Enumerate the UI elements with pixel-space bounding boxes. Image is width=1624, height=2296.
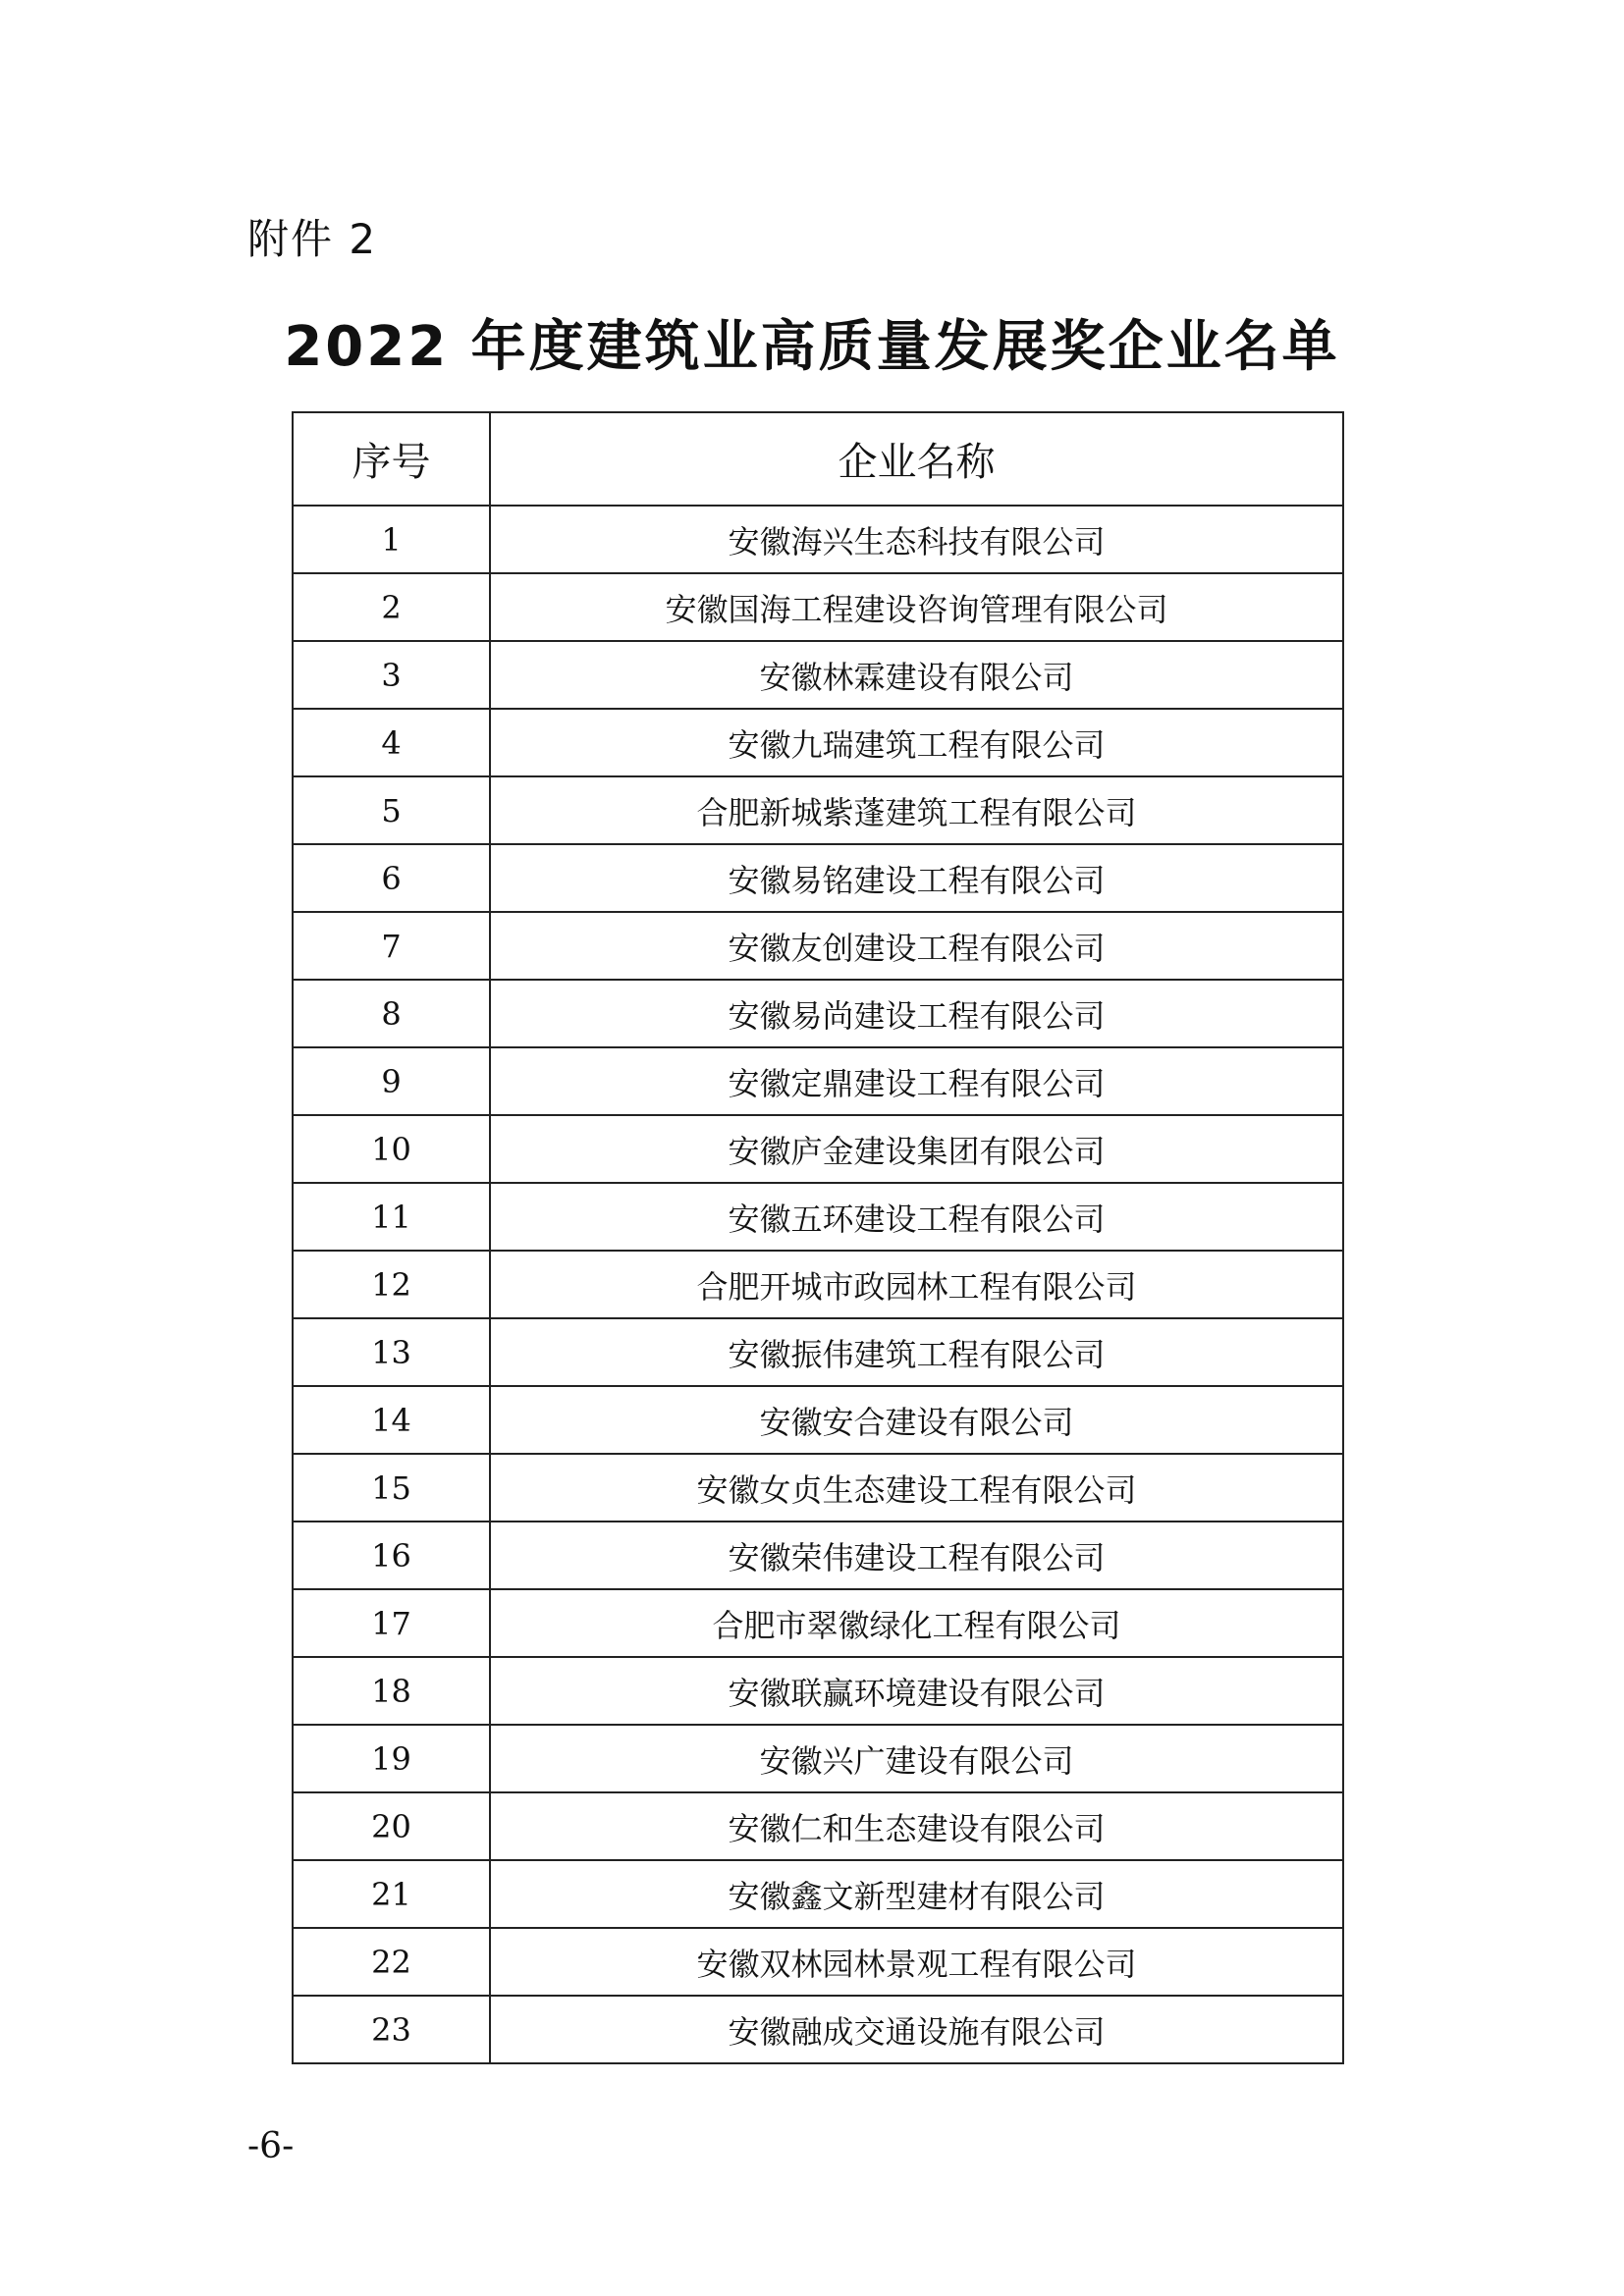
table-row — [293, 1860, 1343, 1928]
company-name-cell: 安徽兴广建设有限公司 — [490, 1725, 1343, 1792]
serial-number-cell: 6 — [293, 844, 490, 912]
serial-number-cell: 3 — [293, 641, 490, 709]
table-row — [293, 1454, 1343, 1522]
table-row — [293, 1386, 1343, 1454]
serial-number-cell: 19 — [293, 1725, 490, 1792]
table-row — [293, 641, 1343, 709]
company-name-cell: 安徽双林园林景观工程有限公司 — [490, 1928, 1343, 1996]
serial-number-cell: 14 — [293, 1386, 490, 1454]
company-name-cell: 安徽安合建设有限公司 — [490, 1386, 1343, 1454]
header-company-name: 企业名称 — [490, 412, 1343, 506]
company-name-cell: 安徽国海工程建设咨询管理有限公司 — [490, 573, 1343, 641]
company-name-cell: 安徽易铭建设工程有限公司 — [490, 844, 1343, 912]
company-name-cell: 安徽仁和生态建设有限公司 — [490, 1792, 1343, 1860]
table-row — [293, 1996, 1343, 2063]
company-list-table — [292, 411, 1344, 2064]
company-name-cell: 安徽融成交通设施有限公司 — [490, 1996, 1343, 2063]
attachment-label: 附件 2 — [247, 215, 378, 263]
table-row — [293, 1792, 1343, 1860]
serial-number-cell: 15 — [293, 1454, 490, 1522]
company-name-cell: 合肥开城市政园林工程有限公司 — [490, 1251, 1343, 1318]
table-header-row — [293, 412, 1343, 506]
company-name-cell: 安徽九瑞建筑工程有限公司 — [490, 709, 1343, 776]
page-number: -6- — [247, 2126, 295, 2166]
company-name-cell: 安徽振伟建筑工程有限公司 — [490, 1318, 1343, 1386]
company-name-cell: 合肥新城紫蓬建筑工程有限公司 — [490, 776, 1343, 844]
serial-number-cell: 4 — [293, 709, 490, 776]
table-row — [293, 1115, 1343, 1183]
serial-number-cell: 11 — [293, 1183, 490, 1251]
table-row — [293, 1725, 1343, 1792]
table-row — [293, 1589, 1343, 1657]
document-title: 2022 年度建筑业高质量发展奖企业名单 — [284, 315, 1340, 379]
serial-number-cell: 9 — [293, 1047, 490, 1115]
serial-number-cell: 23 — [293, 1996, 490, 2063]
table-row — [293, 776, 1343, 844]
company-name-cell: 安徽荣伟建设工程有限公司 — [490, 1522, 1343, 1589]
serial-number-cell: 18 — [293, 1657, 490, 1725]
serial-number-cell: 17 — [293, 1589, 490, 1657]
company-name-cell: 安徽海兴生态科技有限公司 — [490, 506, 1343, 573]
serial-number-cell: 12 — [293, 1251, 490, 1318]
serial-number-cell: 21 — [293, 1860, 490, 1928]
serial-number-cell: 7 — [293, 912, 490, 980]
table-row — [293, 1928, 1343, 1996]
company-name-cell: 安徽女贞生态建设工程有限公司 — [490, 1454, 1343, 1522]
table-row — [293, 573, 1343, 641]
serial-number-cell: 20 — [293, 1792, 490, 1860]
company-name-cell: 安徽易尚建设工程有限公司 — [490, 980, 1343, 1047]
serial-number-cell: 13 — [293, 1318, 490, 1386]
company-name-cell: 合肥市翠徽绿化工程有限公司 — [490, 1589, 1343, 1657]
table-row — [293, 1251, 1343, 1318]
table-row — [293, 1318, 1343, 1386]
table-row — [293, 844, 1343, 912]
table-row — [293, 1047, 1343, 1115]
company-name-cell: 安徽庐金建设集团有限公司 — [490, 1115, 1343, 1183]
serial-number-cell: 22 — [293, 1928, 490, 1996]
serial-number-cell: 10 — [293, 1115, 490, 1183]
serial-number-cell: 16 — [293, 1522, 490, 1589]
company-name-cell: 安徽鑫文新型建材有限公司 — [490, 1860, 1343, 1928]
serial-number-cell: 8 — [293, 980, 490, 1047]
serial-number-cell: 1 — [293, 506, 490, 573]
company-name-cell: 安徽林霖建设有限公司 — [490, 641, 1343, 709]
company-name-cell: 安徽五环建设工程有限公司 — [490, 1183, 1343, 1251]
table-body — [293, 506, 1343, 2063]
serial-number-cell: 5 — [293, 776, 490, 844]
table-row — [293, 709, 1343, 776]
table-row — [293, 980, 1343, 1047]
table-row — [293, 506, 1343, 573]
header-serial-number: 序号 — [293, 412, 490, 506]
table-row — [293, 1183, 1343, 1251]
table-row — [293, 1522, 1343, 1589]
table-row — [293, 1657, 1343, 1725]
company-name-cell: 安徽联赢环境建设有限公司 — [490, 1657, 1343, 1725]
table-row — [293, 912, 1343, 980]
company-name-cell: 安徽定鼎建设工程有限公司 — [490, 1047, 1343, 1115]
serial-number-cell: 2 — [293, 573, 490, 641]
company-name-cell: 安徽友创建设工程有限公司 — [490, 912, 1343, 980]
